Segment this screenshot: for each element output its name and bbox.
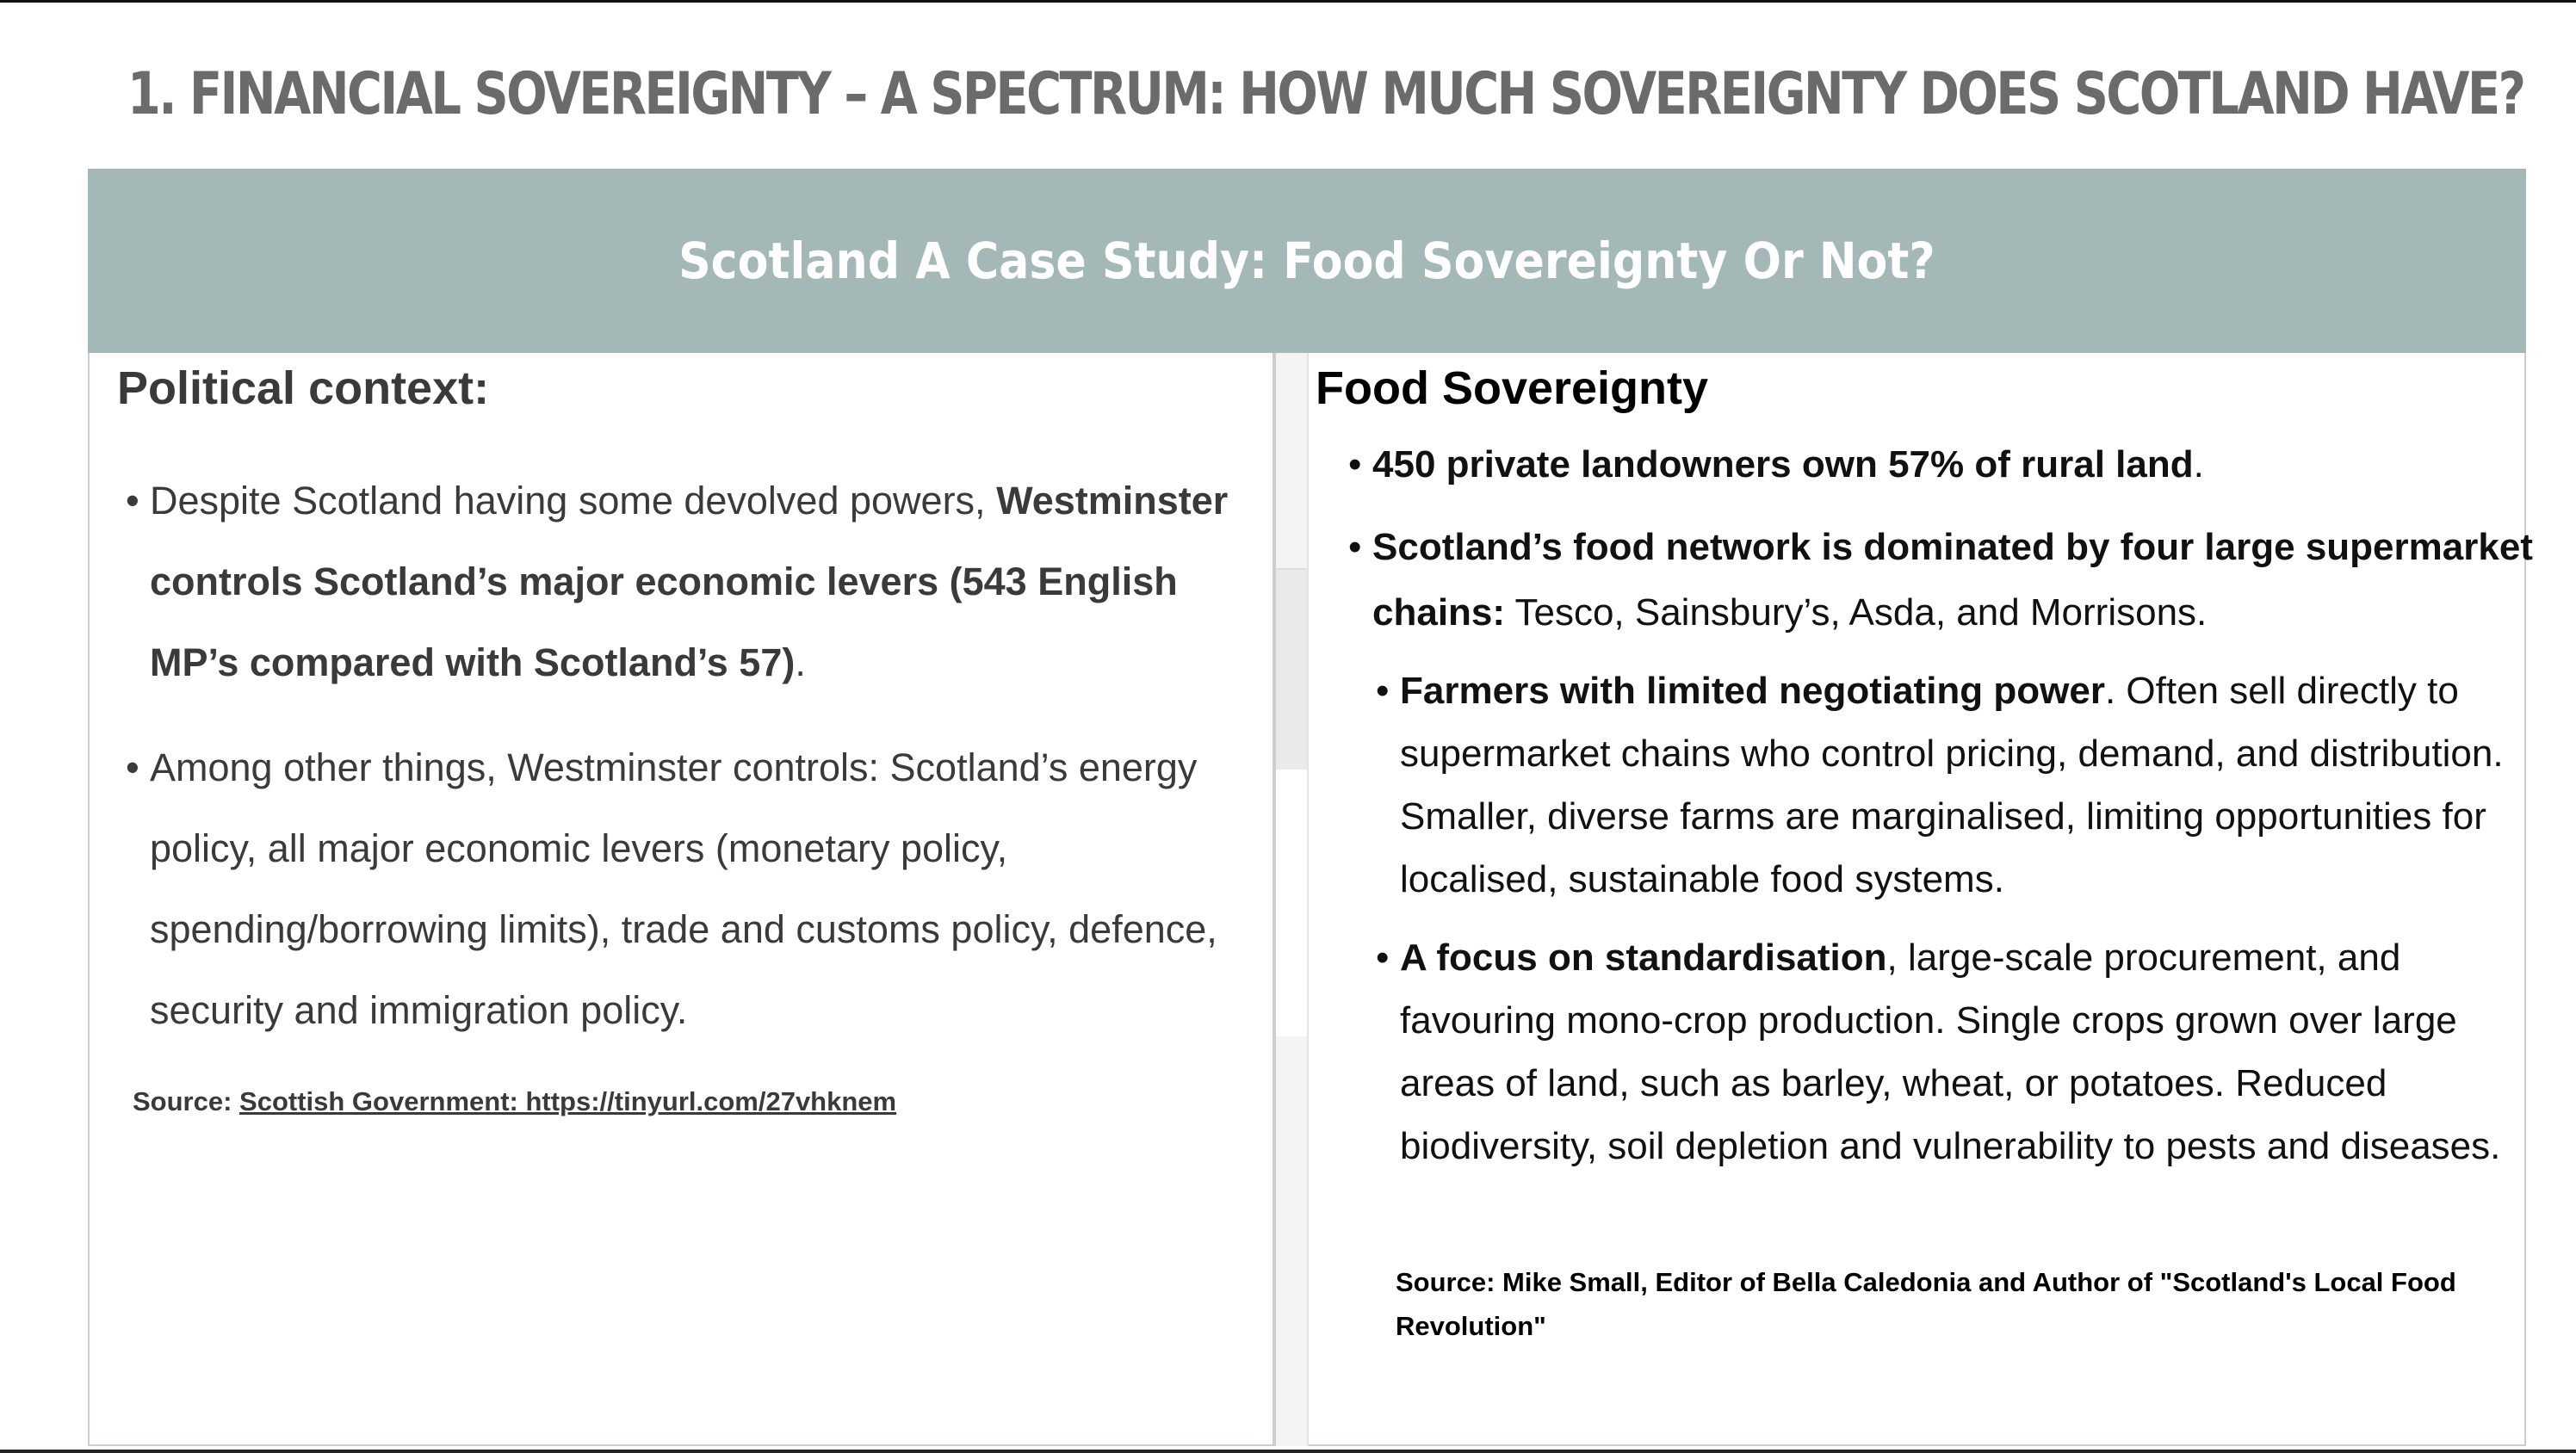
bullet-bold-text: A focus on standardisation xyxy=(1400,937,1887,979)
left-source-label: Source: xyxy=(133,1086,240,1116)
left-source-link[interactable]: Scottish Government: https://tinyurl.com/27vhknem xyxy=(239,1086,897,1116)
column-divider-thumb xyxy=(1276,568,1307,771)
bullet-plain-text: Despite Scotland having some devolved powers, xyxy=(150,479,997,522)
bullet-text: Among other things, Westminster controls: Scotland’s energy policy, all major economic levers (monetary policy, spending/borrowing limits), trade and customs policy, defence, security and immigration policy. xyxy=(150,745,1217,1032)
bullet-tail-text: , large-scale procurement, and favouring mono-crop production. Single crops grown over large areas of land, such as barley, wheat, or potatoes. Reduced biodiversity, soil depletion and vulnerability to pests and diseases. xyxy=(1400,937,2501,1167)
food-bullet-supermarkets xyxy=(1348,515,2543,646)
political-bullet-westminster xyxy=(126,727,1269,1051)
bullet-bold-text: Farmers with limited negotiating power xyxy=(1400,670,2105,712)
bullet-tail-text: . xyxy=(2193,443,2204,485)
food-bullet-standardisation xyxy=(1376,926,2519,1178)
bullet-dot: • xyxy=(1348,526,1362,568)
bullet-bold-text: Westminster controls Scotland’s major economic levers (543 English MP’s compared with Scotland’s 57) xyxy=(150,479,1229,684)
top-rule xyxy=(0,0,2576,3)
food-bullet-farmers xyxy=(1376,659,2519,911)
bullet-tail-text: Tesco, Sainsbury’s, Asda, and Morrisons. xyxy=(1505,591,2208,634)
bullet-tail-text: . xyxy=(795,640,806,684)
bottom-rule xyxy=(0,1450,2576,1453)
bullet-bold-text: 450 private landowners own 57% of rural land xyxy=(1372,443,2194,485)
banner-title: Scotland A Case Study: Food Sovereignty Or Not? xyxy=(678,232,1935,290)
bullet-dot: • xyxy=(126,745,139,789)
political-context-heading: Political context: xyxy=(117,362,490,414)
political-bullet-devolved xyxy=(126,461,1269,703)
slide-title: 1. FINANCIAL SOVEREIGNTY – A SPECTRUM: HOW MUCH SOVEREIGNTY DOES SCOTLAND HAVE? xyxy=(127,60,2524,128)
bullet-dot: • xyxy=(1376,670,1390,712)
bullet-tail-text: . Often sell directly to supermarket chains who control pricing, demand, and distribution. Smaller, diverse farms are marginalised, limiting opportunities for localised, sustainable food systems. xyxy=(1400,670,2504,900)
right-source: Source: Mike Small, Editor of Bella Caledonia and Author of "Scotland's Local Food Revolution" xyxy=(1396,1267,2456,1341)
banner xyxy=(88,169,2526,353)
bullet-bold-text: Scotland’s food network is dominated by four large supermarket chains: xyxy=(1372,526,2533,634)
bullet-dot: • xyxy=(1376,937,1390,979)
column-divider-gap xyxy=(1276,770,1307,1036)
food-sovereignty-heading: Food Sovereignty xyxy=(1316,362,1709,414)
left-source xyxy=(133,1086,896,1117)
food-bullet-landowners xyxy=(1348,437,2543,492)
bullet-dot: • xyxy=(1348,443,1362,485)
bullet-dot: • xyxy=(126,479,139,522)
